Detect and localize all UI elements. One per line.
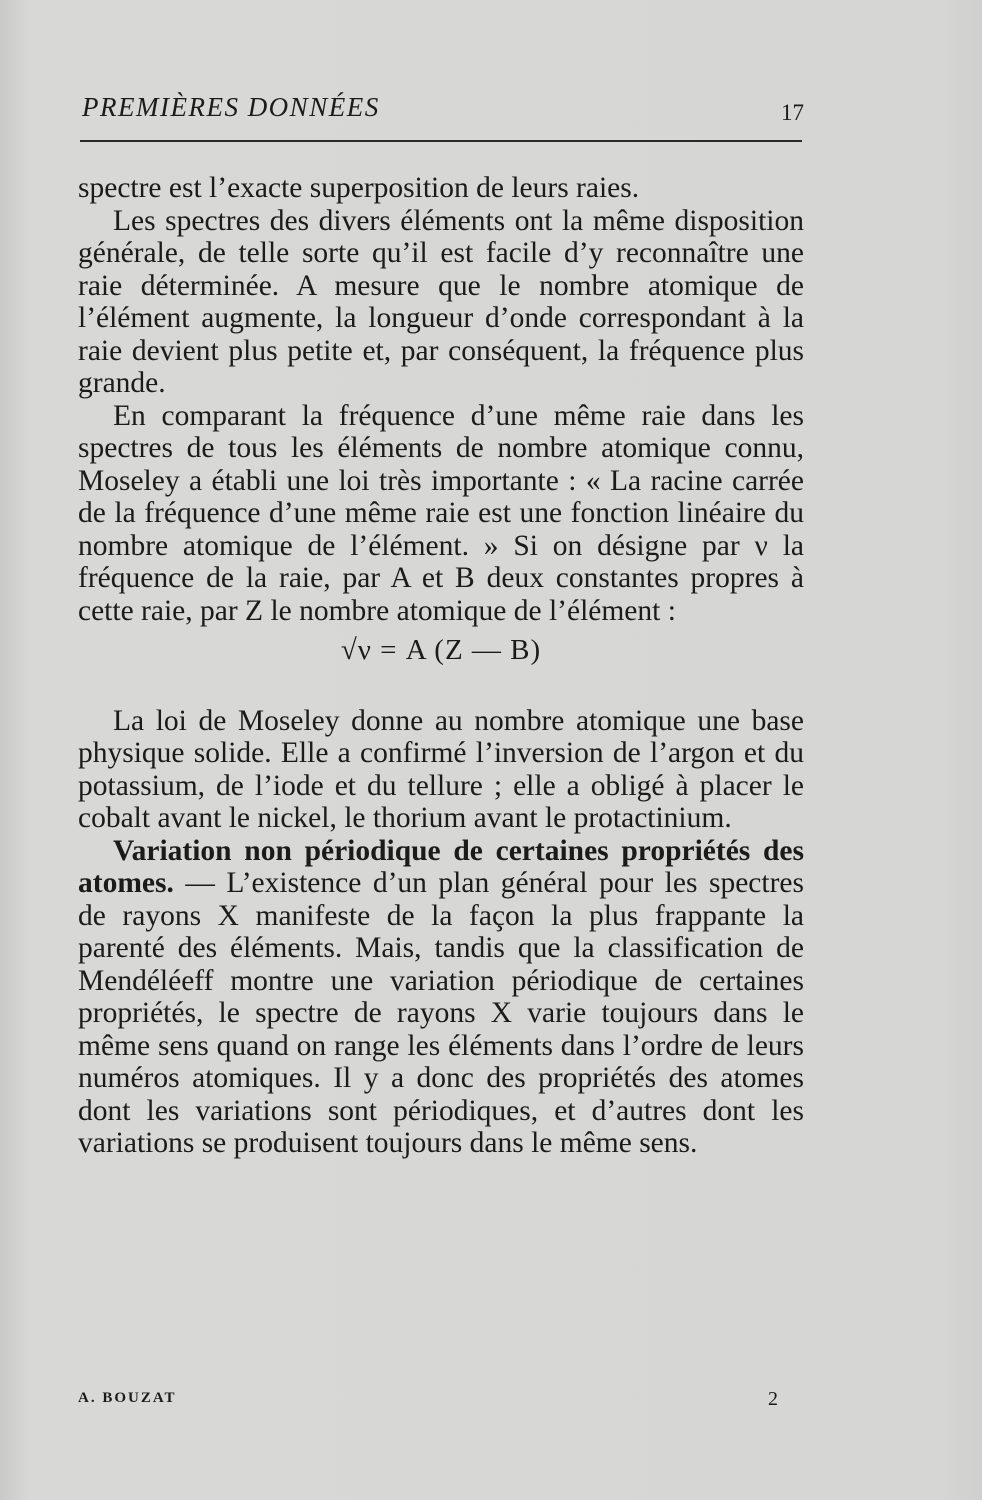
section-body: — L’existence d’un plan général pour les spectres de rayons X manifeste de la façon la plus frappante la parenté des éléments. Mais, tandis que la classification de Mendéléeff montre une variation périodique de certaines propriétés, le spectre de rayons X varie toujours dans le même sens quand on range les éléments dans l’ordre de leurs numéros atomiques. Il y a donc des propriétés des atomes dont les variations sont périodiques, et d’autres dont les variations se produisent toujours dans le même sens.	[78, 867, 804, 1159]
page-number: 17	[781, 100, 804, 125]
paragraph-non-periodic-variation	[78, 835, 804, 1160]
running-title: PREMIÈRES DONNÉES	[82, 92, 380, 122]
signature-number: 2	[768, 1388, 778, 1410]
printer-signature: A. BOUZAT	[78, 1390, 177, 1406]
moseley-formula: √ν = A (Z — B)	[340, 634, 542, 666]
running-head	[80, 92, 802, 142]
paragraph-spectra-disposition: Les spectres des divers éléments ont la même disposition générale, de telle sorte qu’il est facile d’y reconnaître une raie déterminée. A mesure que le nombre atomique de l’élément augmente, la longueur d’onde correspondant à la raie devient plus petite et, par conséquent, la fréquence plus grande.	[78, 204, 804, 399]
body-text	[78, 172, 804, 1160]
paragraph-atomic-number-basis: La loi de Moseley donne au nombre atomique une base physique solide. Elle a confirmé l’inversion de l’argon et du potassium, de l’iode et du tellure ; elle a obligé à placer le cobalt avant le nickel, le thorium avant le protactinium.	[78, 704, 804, 834]
section-heading: Variation non périodique de certaines propriétés des atomes.	[78, 834, 804, 899]
paragraph-continuation: spectre est l’exacte superposition de leurs raies.	[78, 172, 640, 204]
paragraph-moseley-law: En comparant la fréquence d’une même raie dans les spectres de tous les éléments de nombre atomique connu, Moseley a établi une loi très importante : « La racine carrée de la fréquence d’une même raie est une fonction linéaire du nombre atomique de l’élément. » Si on désigne par ν la fréquence de la raie, par A et B deux constantes propres à cette raie, par Z le nombre atomique de l’élément :	[78, 399, 804, 627]
